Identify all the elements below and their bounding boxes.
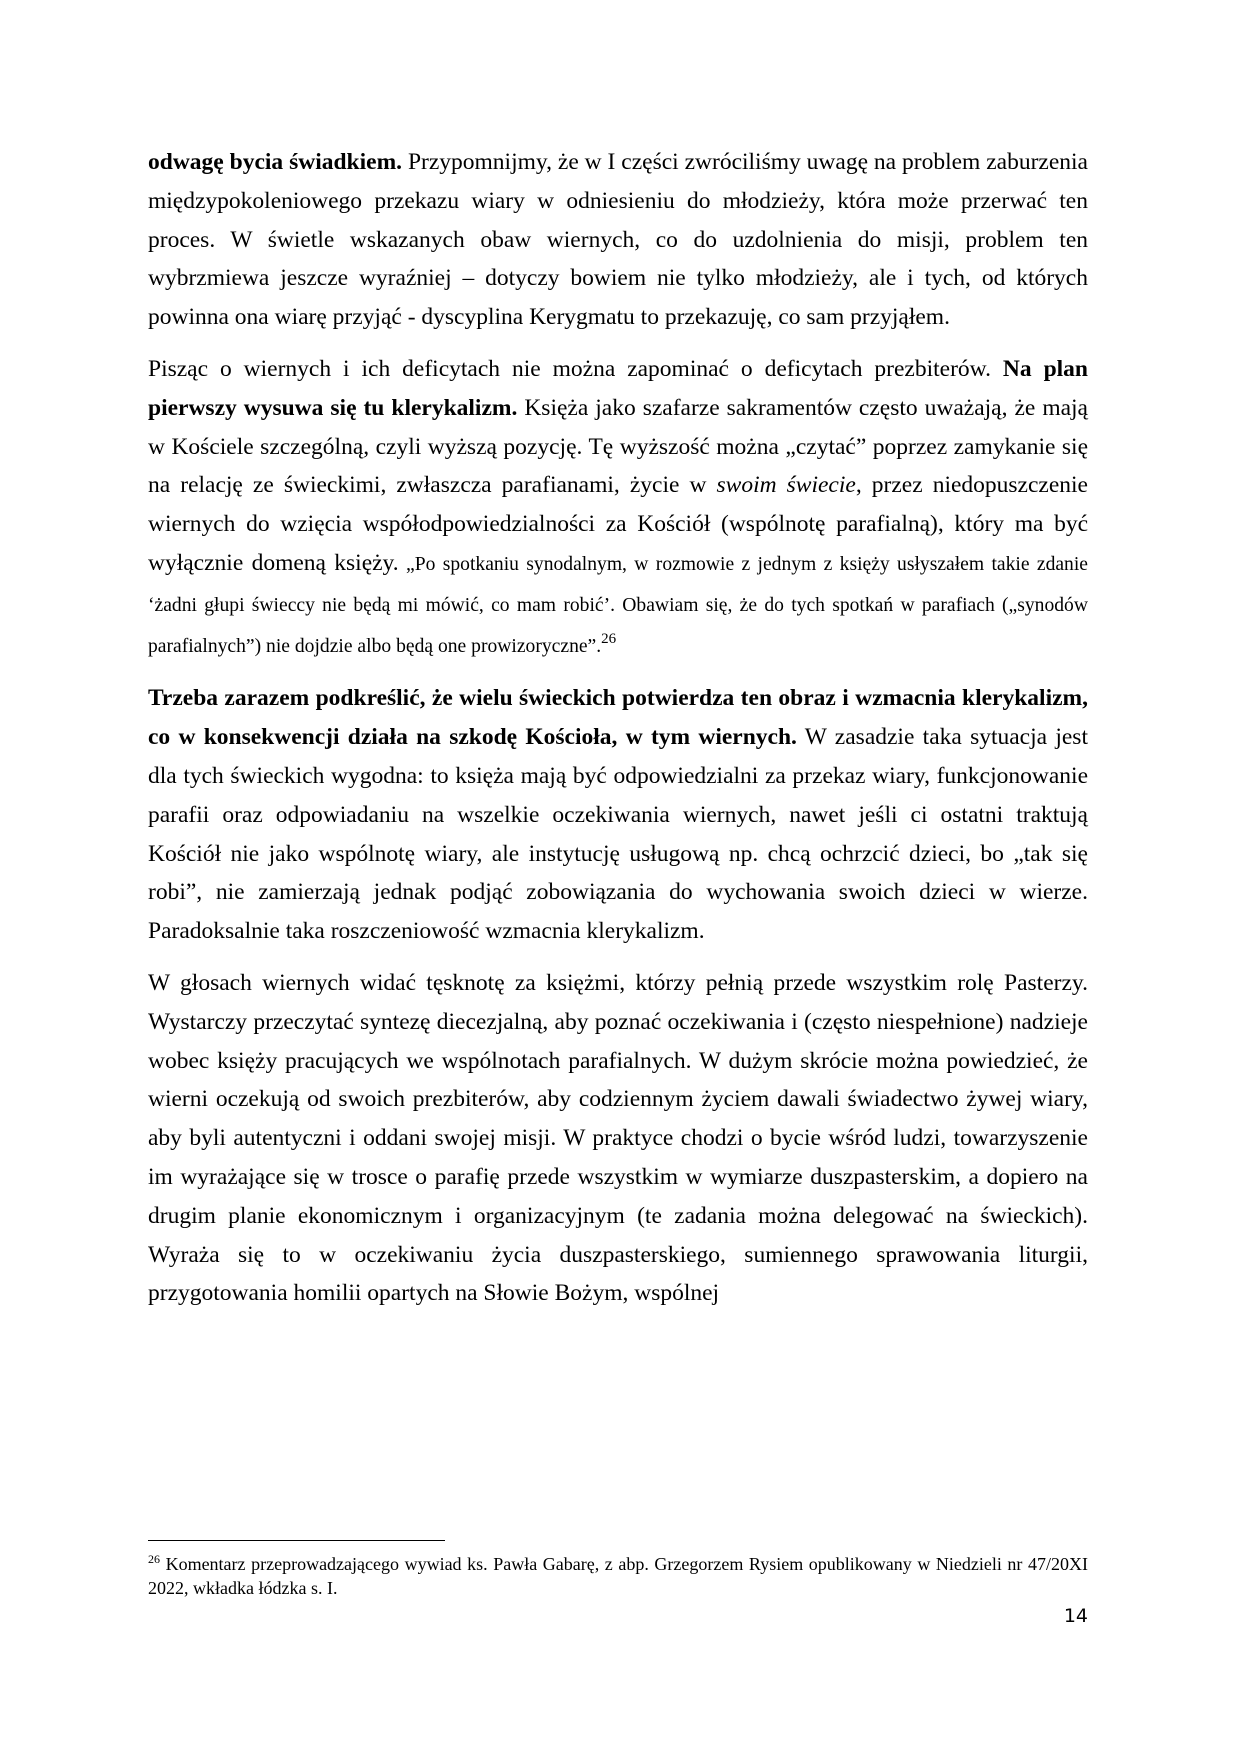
- paragraph-4: [148, 964, 1088, 1313]
- italic-phrase: swoim świecie: [716, 472, 856, 499]
- footnote-separator: [148, 1540, 445, 1541]
- footnote-number: 26: [148, 1552, 160, 1566]
- paragraph-text: Pisząc o wiernych i ich deficytach nie można zapominać o deficytach prezbiterów.: [148, 355, 1003, 382]
- paragraph-text: Księża jako szafarze sakramentów często uważają, że mają w Kościele szczególną, czyli wyższą pozycję. Tę wyższość można „czytać” poprzez zamykanie się na relację ze świeckimi, zwłaszcza parafianami, życie w: [148, 394, 1088, 499]
- paragraph-text: , przez niedopuszczenie wiernych do wzięcia współodpowiedzialności za Kościół (wspólnotę parafialną), który ma być wyłącznie domeną księży.: [148, 472, 1088, 576]
- footnote: [148, 1552, 1088, 1600]
- bold-phrase: Trzeba zarazem podkreślić, że wielu świeckich potwierdza ten obraz i wzmacnia klerykalizm, co w konsekwencji działa na szkodę Kościoła, w tym wiernych.: [148, 685, 1088, 751]
- footnote-text: Komentarz przeprowadzającego wywiad ks. Pawła Gabarę, z abp. Grzegorzem Rysiem opublikowany w Niedzieli nr 47/20XI 2022, wkładka łódzka s. I.: [148, 1554, 1088, 1598]
- paragraph-3: [148, 679, 1088, 951]
- bold-phrase: Na plan pierwszy wysuwa się tu klerykalizm.: [148, 355, 1089, 421]
- page-body: [148, 143, 1088, 1313]
- footnote-reference[interactable]: 26: [601, 630, 617, 647]
- quotation: „Po spotkaniu synodalnym, w rozmowie z jednym z księży usłyszałem takie zdanie ‘żadni głupi świeccy nie będą mi mówić, co mam robić’. Obawiam się, że do tych spotkań w parafiach („synodów parafialnych”) nie dojdzie albo będą one prowizoryczne”.: [148, 553, 1088, 657]
- paragraph-1: [148, 143, 1088, 337]
- page-number: 14: [1063, 1605, 1088, 1627]
- paragraph-2: [148, 350, 1088, 666]
- paragraph-text: W głosach wiernych widać tęsknotę za księżmi, którzy pełnią przede wszystkim rolę Pasterzy. Wystarczy przeczytać syntezę diecezjalną, aby poznać oczekiwania i (często niespełnione) nadzieje wobec księży pracujących we wspólnotach parafialnych. W dużym skrócie można powiedzieć, że wierni oczekują od swoich prezbiterów, aby codziennym życiem dawali świadectwo żywej wiary, aby byli autentyczni i oddani swojej misji. W praktyce chodzi o bycie wśród ludzi, towarzyszenie im wyrażające się w trosce o parafię przede wszystkim w wymiarze duszpasterskim, a dopiero na drugim planie ekonomicznym i organizacyjnym (te zadania można delegować na świeckich). Wyraża się to w oczekiwaniu życia duszpasterskiego, sumiennego sprawowania liturgii, przygotowania homilii opartych na Słowie Bożym, wspólnej: [148, 969, 1088, 1307]
- bold-phrase: odwagę bycia świadkiem.: [148, 149, 403, 175]
- paragraph-text: W zasadzie taka sytuacja jest dla tych świeckich wygodna: to księża mają być odpowiedzialni za przekaz wiary, funkcjonowanie parafii oraz odpowiadaniu na wszelkie oczekiwania wiernych, nawet jeśli ci ostatni traktują Kościół nie jako wspólnotę wiary, ale instytucję usługową np. chcą ochrzcić dzieci, bo „tak się robi”, nie zamierzają jednak podjąć zobowiązania do wychowania swoich dzieci w wierze. Paradoksalnie taka roszczeniowość wzmacnia klerykalizm.: [148, 724, 1088, 945]
- paragraph-text: Przypomnijmy, że w I części zwróciliśmy uwagę na problem zaburzenia międzypokoleniowego przekazu wiary w odniesieniu do młodzieży, która może przerwać ten proces. W świetle wskazanych obaw wiernych, co do uzdolnienia do misji, problem ten wybrzmiewa jeszcze wyraźniej – dotyczy bowiem nie tylko młodzieży, ale i tych, od których powinna ona wiarę przyjąć - dyscyplina Kerygmatu to przekazuję, co sam przyjąłem.: [148, 149, 1088, 331]
